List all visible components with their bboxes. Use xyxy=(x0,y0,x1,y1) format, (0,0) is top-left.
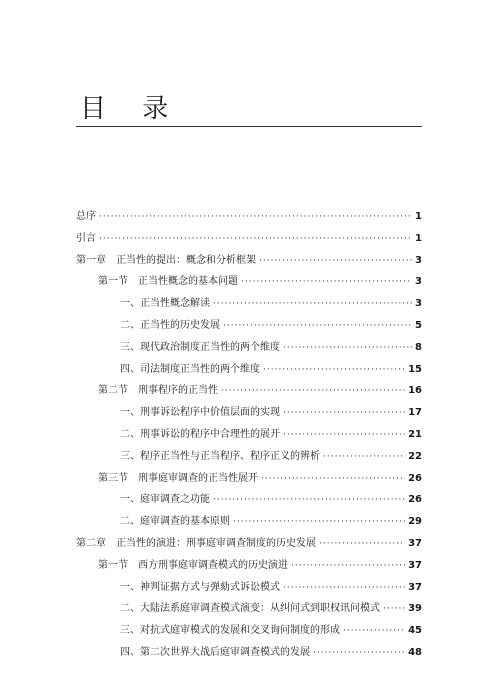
toc-entry-page-number: 37 xyxy=(408,537,422,549)
dot-leader xyxy=(261,469,405,490)
toc-entry-label: 二、大陆法系庭审调查模式演变：从纠问式到职权讯问模式 xyxy=(120,603,380,615)
toc-entry-page-number: 21 xyxy=(408,428,422,440)
toc-entry-page-number: 17 xyxy=(408,407,422,419)
toc-entry[interactable] xyxy=(76,337,422,359)
dot-leader xyxy=(313,643,405,664)
toc-entry-page-number: 37 xyxy=(408,581,422,593)
toc-entry-label: 第一章 正当性的提出：概念和分析框架 xyxy=(76,254,256,266)
toc-entry[interactable] xyxy=(76,468,422,490)
toc-entry-page-number: 26 xyxy=(408,494,422,506)
dot-leader xyxy=(263,360,405,381)
toc-entry[interactable] xyxy=(76,228,422,250)
dot-leader xyxy=(99,207,412,228)
dot-leader xyxy=(241,272,412,293)
dot-leader xyxy=(283,425,405,446)
dot-leader xyxy=(319,534,405,555)
toc-entry-label: 引言 xyxy=(76,232,96,244)
table-of-contents xyxy=(76,206,422,664)
toc-entry[interactable] xyxy=(76,315,422,337)
toc-entry[interactable] xyxy=(76,555,422,577)
toc-entry-label: 四、第二次世界大战后庭审调查模式的发展 xyxy=(120,646,310,658)
dot-leader xyxy=(383,599,405,620)
toc-entry[interactable] xyxy=(76,620,422,642)
toc-entry[interactable] xyxy=(76,446,422,468)
toc-entry[interactable] xyxy=(76,511,422,533)
toc-entry-label: 三、程序正当性与正当程序、程序正义的辨析 xyxy=(120,450,320,462)
toc-entry-label: 第一节 正当性概念的基本问题 xyxy=(98,276,238,288)
toc-entry[interactable] xyxy=(76,206,422,228)
toc-entry-label: 二、庭审调查的基本原则 xyxy=(120,516,230,528)
toc-entry-page-number: 48 xyxy=(408,646,422,658)
toc-entry-label: 二、刑事诉讼的程序中合理性的展开 xyxy=(120,428,280,440)
title-rule xyxy=(76,126,422,127)
toc-entry[interactable] xyxy=(76,424,422,446)
dot-leader xyxy=(283,578,405,599)
toc-entry-page-number: 37 xyxy=(408,559,422,571)
toc-entry-page-number: 15 xyxy=(408,363,422,375)
toc-entry-label: 一、正当性概念解读 xyxy=(120,298,210,310)
toc-entry-page-number: 26 xyxy=(408,472,422,484)
toc-entry[interactable] xyxy=(76,402,422,424)
toc-entry-label: 四、司法制度正当性的两个维度 xyxy=(120,363,260,375)
toc-entry-label: 二、正当性的历史发展 xyxy=(120,319,220,331)
toc-entry[interactable] xyxy=(76,359,422,381)
toc-entry-label: 一、神判证据方式与弹劾式诉讼模式 xyxy=(120,581,280,593)
toc-entry-page-number: 3 xyxy=(415,298,422,310)
toc-entry[interactable] xyxy=(76,271,422,293)
toc-entry[interactable] xyxy=(76,293,422,315)
dot-leader xyxy=(223,316,412,337)
toc-entry-page-number: 45 xyxy=(408,625,422,637)
toc-entry-page-number: 3 xyxy=(415,254,422,266)
toc-entry-label: 三、对抗式庭审模式的发展和交叉询问制度的形成 xyxy=(120,625,340,637)
toc-entry-page-number: 1 xyxy=(415,211,422,222)
dot-leader xyxy=(323,447,405,468)
dot-leader xyxy=(233,512,405,533)
dot-leader xyxy=(291,556,405,577)
toc-entry-page-number: 8 xyxy=(415,341,422,353)
toc-entry[interactable] xyxy=(76,577,422,599)
dot-leader xyxy=(283,403,405,424)
toc-entry-page-number: 22 xyxy=(408,450,422,462)
toc-entry-label: 第二章 正当性的演进：刑事庭审调查制度的历史发展 xyxy=(76,537,316,549)
dot-leader xyxy=(221,381,405,402)
toc-entry-label: 总序 xyxy=(76,211,96,222)
dot-leader xyxy=(343,621,405,642)
toc-entry-page-number: 5 xyxy=(415,319,422,331)
toc-entry-label: 三、现代政治制度正当性的两个维度 xyxy=(120,341,280,353)
toc-entry[interactable] xyxy=(76,380,422,402)
toc-entry[interactable] xyxy=(76,598,422,620)
toc-entry-page-number: 16 xyxy=(408,385,422,397)
toc-entry-page-number: 29 xyxy=(408,516,422,528)
dot-leader xyxy=(283,338,412,359)
dot-leader xyxy=(213,294,412,315)
toc-entry-label: 第三节 刑事庭审调查的正当性展开 xyxy=(98,472,258,484)
dot-leader xyxy=(213,490,405,511)
toc-entry[interactable] xyxy=(76,642,422,664)
dot-leader xyxy=(259,251,412,272)
toc-entry-page-number: 1 xyxy=(415,232,422,244)
dot-leader xyxy=(99,229,412,250)
toc-entry[interactable] xyxy=(76,533,422,555)
toc-entry-page-number: 3 xyxy=(415,276,422,288)
toc-entry-page-number: 39 xyxy=(408,603,422,615)
toc-entry-label: 第二节 刑事程序的正当性 xyxy=(98,385,218,397)
toc-entry-label: 第一节 西方刑事庭审调查模式的历史演进 xyxy=(98,559,288,571)
toc-entry[interactable] xyxy=(76,489,422,511)
toc-entry-label: 一、刑事诉讼程序中价值层面的实现 xyxy=(120,407,280,419)
toc-entry-label: 一、庭审调查之功能 xyxy=(120,494,210,506)
toc-entry[interactable] xyxy=(76,250,422,272)
page-title: 目 录 xyxy=(80,94,183,124)
